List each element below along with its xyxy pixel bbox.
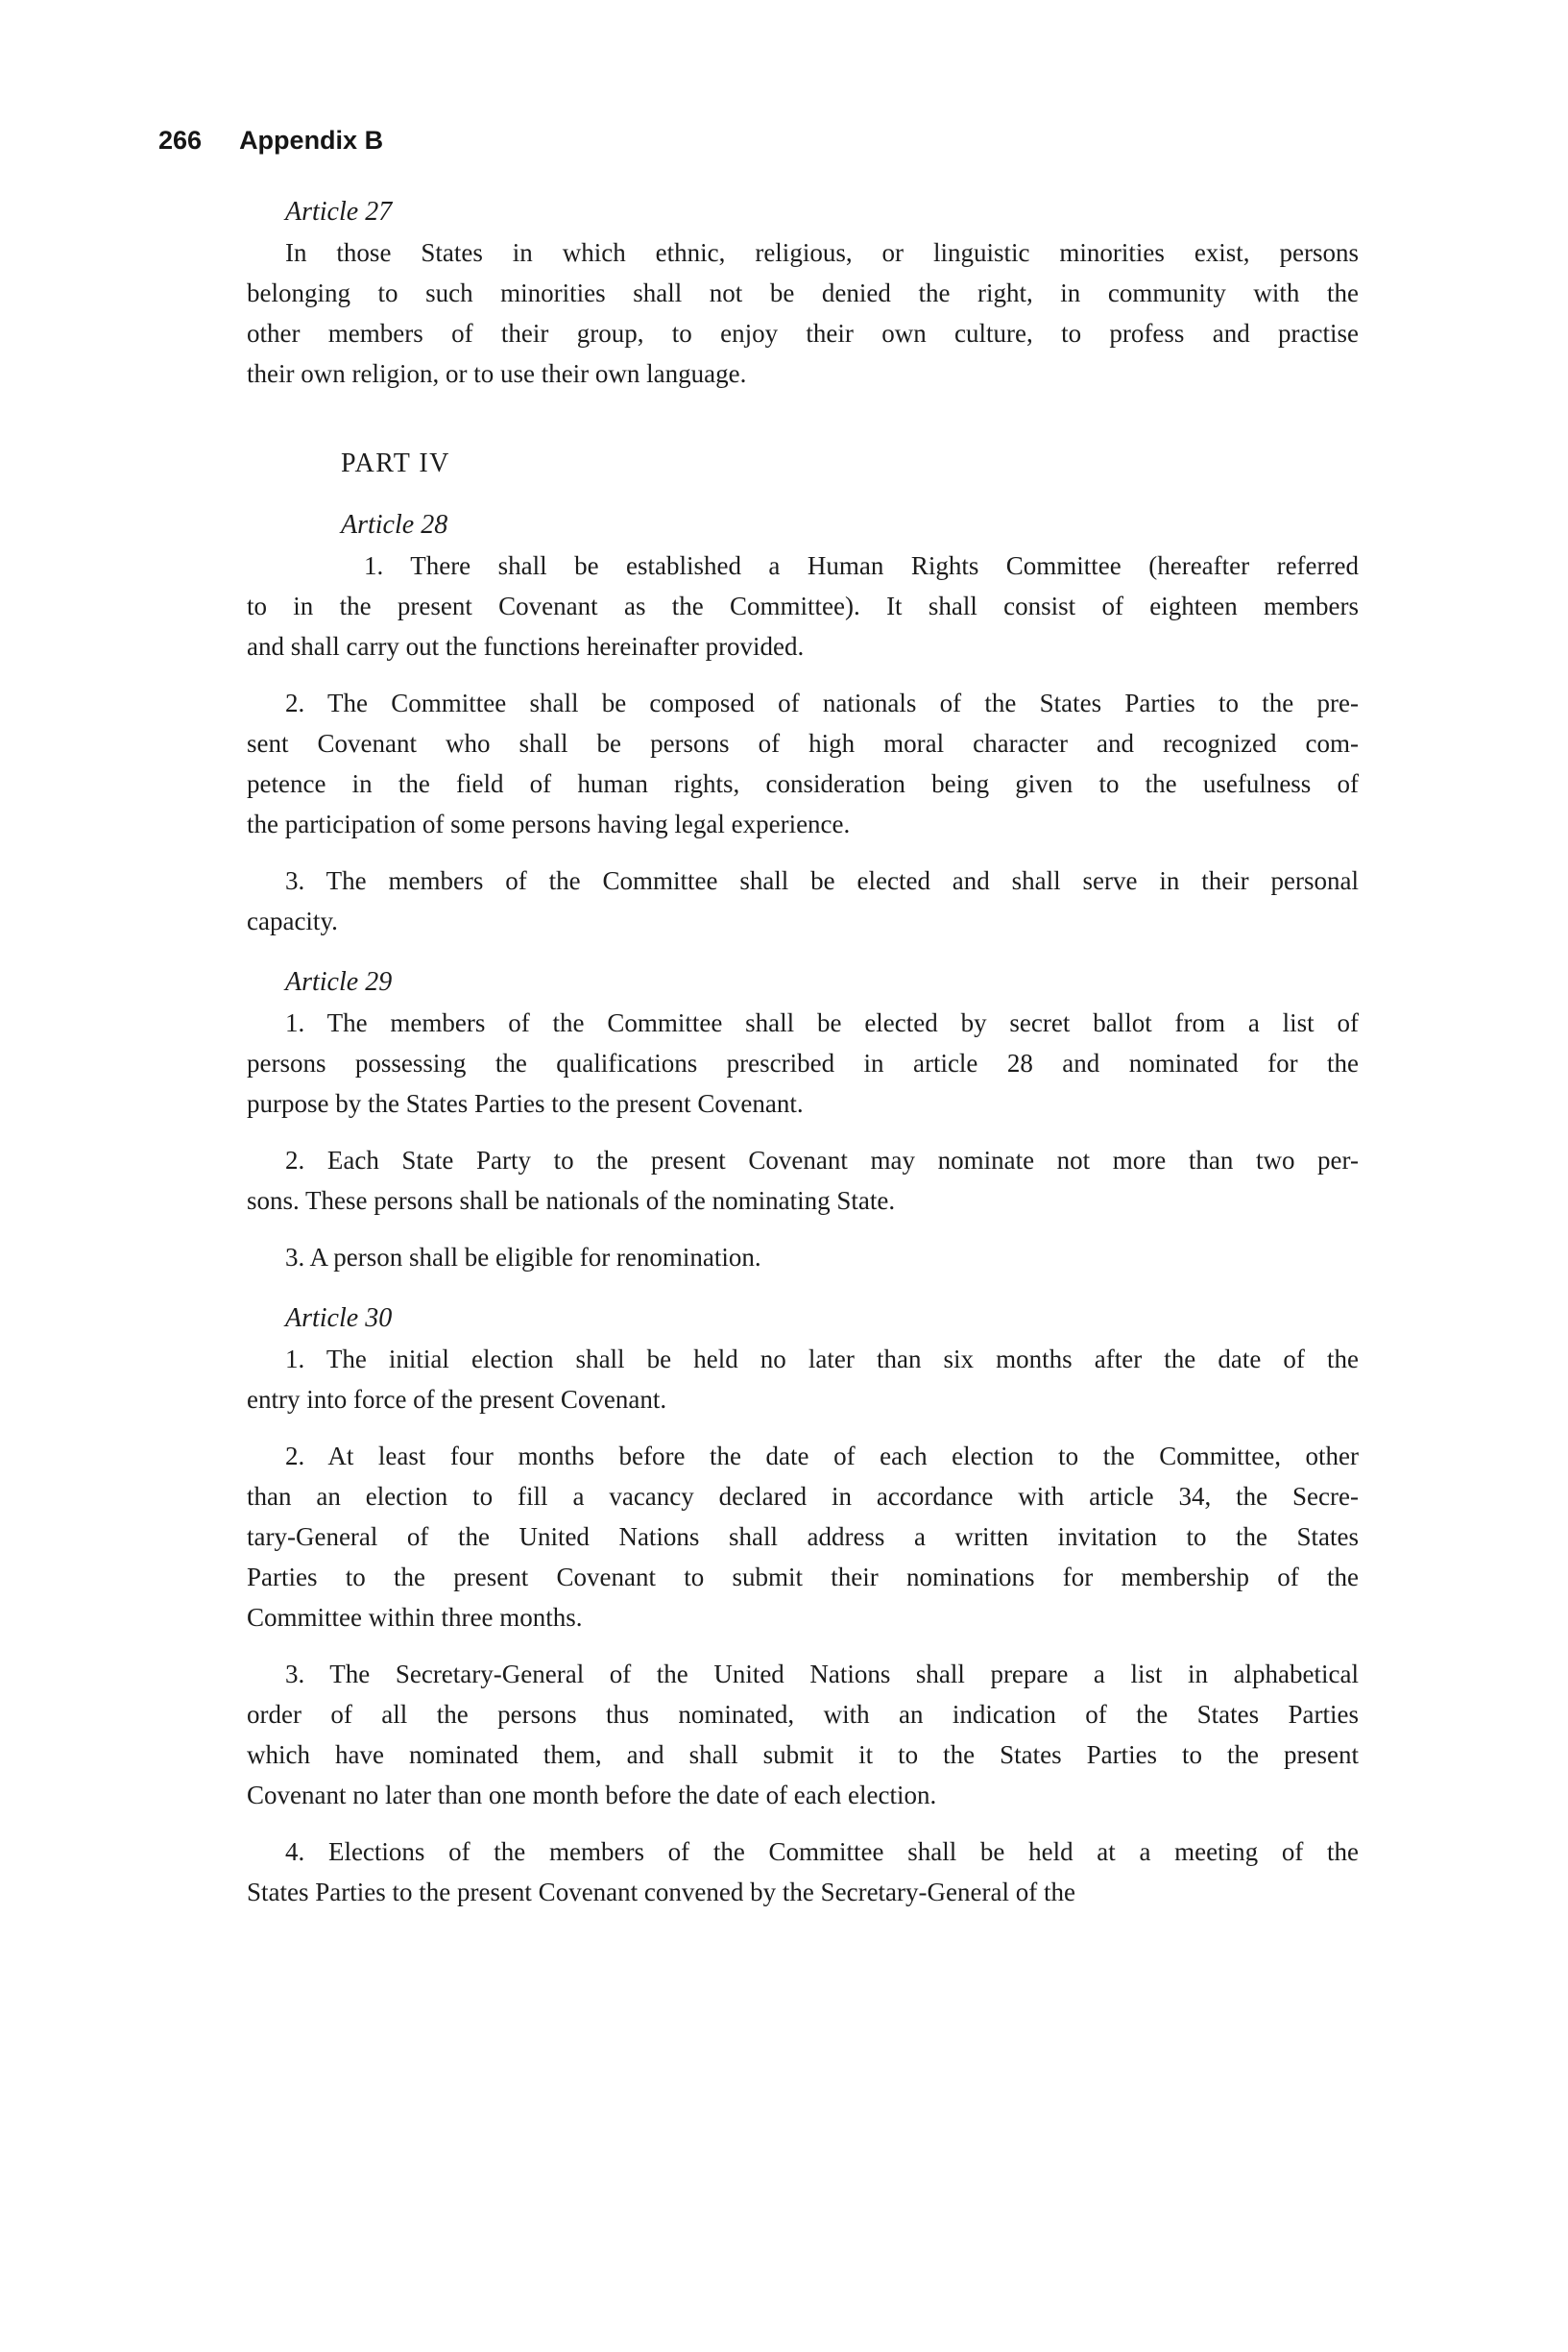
text-line: 4. Elections of the members of the Committee shall be held at a meeting of the bbox=[285, 1837, 1359, 1866]
text-line: to in the present Covenant as the Committee). It shall consist of eighteen members bbox=[247, 592, 1359, 620]
text-line: and shall carry out the functions hereinafter provided. bbox=[247, 632, 805, 661]
text-line: other members of their group, to enjoy their own culture, to profess and practise bbox=[247, 319, 1359, 348]
document-body bbox=[247, 192, 1359, 1912]
part-heading: PART IV bbox=[341, 449, 450, 478]
text-line: 1. There shall be established a Human Rights Committee (hereafter referred bbox=[364, 551, 1359, 580]
text-line: Parties to the present Covenant to submit their nominations for membership of the bbox=[247, 1563, 1359, 1591]
text-line: petence in the field of human rights, consideration being given to the usefulness of bbox=[247, 769, 1359, 798]
running-header bbox=[158, 126, 383, 155]
paragraph bbox=[247, 861, 1359, 941]
text-line: persons possessing the qualifications prescribed in article 28 and nominated for the bbox=[247, 1049, 1359, 1078]
page-number: 266 bbox=[158, 126, 203, 155]
paragraph bbox=[247, 1654, 1359, 1815]
article-heading: Article 29 bbox=[285, 967, 393, 997]
running-header-title: Appendix B bbox=[239, 126, 384, 155]
paragraph bbox=[247, 1140, 1359, 1221]
text-line: 1. The initial election shall be held no later than six months after the date of the bbox=[285, 1345, 1359, 1373]
article-heading: Article 27 bbox=[285, 197, 393, 227]
paragraph bbox=[247, 1003, 1359, 1124]
text-line: 3. A person shall be eligible for renomination. bbox=[285, 1243, 761, 1272]
paragraph bbox=[247, 546, 1359, 667]
text-line: In those States in which ethnic, religious, or linguistic minorities exist, persons bbox=[285, 238, 1359, 267]
article-heading: Article 30 bbox=[285, 1303, 393, 1333]
text-line: which have nominated them, and shall submit it to the States Parties to the present bbox=[247, 1740, 1359, 1769]
text-line: 1. The members of the Committee shall be elected by secret ballot from a list of bbox=[285, 1008, 1359, 1037]
article-heading: Article 28 bbox=[341, 510, 448, 540]
text-line: 3. The members of the Committee shall be elected and shall serve in their personal bbox=[285, 866, 1359, 895]
text-line: 2. At least four months before the date of each election to the Committee, other bbox=[285, 1442, 1359, 1470]
text-line: order of all the persons thus nominated, with an indication of the States Parties bbox=[247, 1700, 1359, 1729]
text-line: purpose by the States Parties to the present Covenant. bbox=[247, 1089, 804, 1118]
text-line: the participation of some persons having legal experience. bbox=[247, 810, 851, 838]
paragraph bbox=[247, 683, 1359, 844]
paragraph bbox=[247, 232, 1359, 394]
text-line: sons. These persons shall be nationals of the nominating State. bbox=[247, 1186, 896, 1215]
text-line: sent Covenant who shall be persons of high moral character and recognized com- bbox=[247, 729, 1359, 758]
paragraph bbox=[247, 1436, 1359, 1637]
text-line: capacity. bbox=[247, 907, 338, 935]
text-line: Covenant no later than one month before the date of each election. bbox=[247, 1781, 937, 1809]
paragraph bbox=[247, 1339, 1359, 1419]
text-line: States Parties to the present Covenant convened by the Secretary-General of the bbox=[247, 1878, 1075, 1906]
text-line: belonging to such minorities shall not be denied the right, in community with the bbox=[247, 279, 1359, 307]
text-line: Committee within three months. bbox=[247, 1603, 583, 1632]
text-line: tary-General of the United Nations shall address a written invitation to the States bbox=[247, 1522, 1359, 1551]
paragraph bbox=[247, 1237, 1359, 1277]
text-line: entry into force of the present Covenant. bbox=[247, 1385, 667, 1414]
text-line: 3. The Secretary-General of the United Nations shall prepare a list in alphabetical bbox=[285, 1660, 1359, 1688]
text-line: 2. Each State Party to the present Covenant may nominate not more than two per- bbox=[285, 1146, 1359, 1175]
text-line: 2. The Committee shall be composed of nationals of the States Parties to the pre- bbox=[285, 689, 1359, 717]
text-line: their own religion, or to use their own language. bbox=[247, 359, 747, 388]
paragraph bbox=[247, 1831, 1359, 1912]
text-line: than an election to fill a vacancy declared in accordance with article 34, the Secre- bbox=[247, 1482, 1359, 1511]
